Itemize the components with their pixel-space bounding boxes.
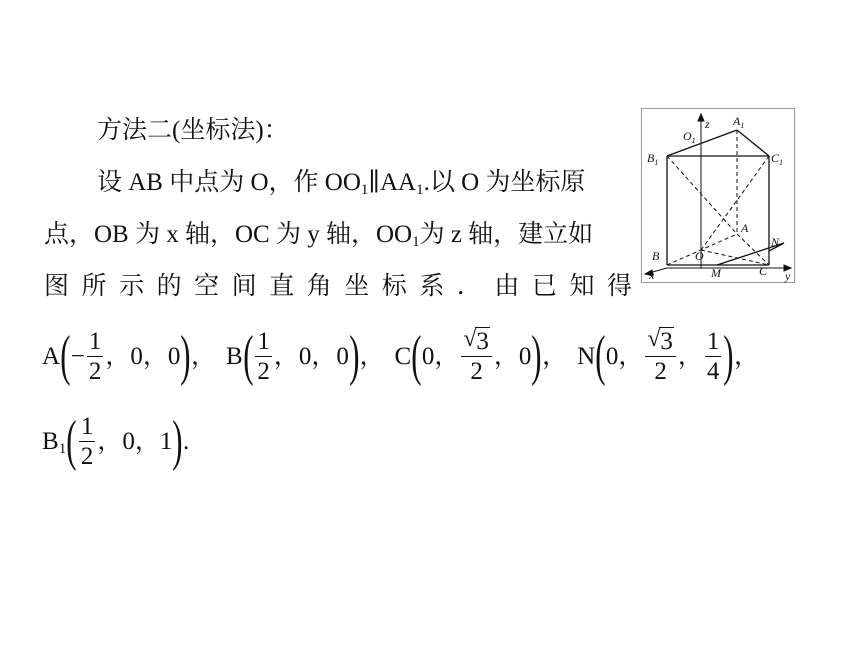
- para-char: 已: [531, 273, 557, 300]
- label-y: y: [785, 269, 791, 283]
- edge-b1-a1: [667, 130, 737, 156]
- segment-c1-o: [701, 156, 769, 250]
- label-z: z: [705, 117, 710, 131]
- left-paren: (: [411, 325, 422, 387]
- coord-rest: ，0，0: [105, 342, 181, 370]
- para-char: 直: [269, 273, 295, 300]
- coord-first: 0，: [421, 342, 460, 370]
- para-char: 标: [381, 273, 407, 300]
- period: .: [183, 427, 190, 455]
- numerator: 1: [88, 327, 102, 355]
- para-char: 图: [44, 273, 70, 300]
- para-char: 由: [494, 273, 520, 300]
- right-paren: ): [349, 325, 360, 387]
- point-b1-label: [42, 427, 67, 457]
- separator: ，: [734, 342, 760, 370]
- numerator: 1: [80, 412, 94, 440]
- para-char: ．: [456, 273, 482, 300]
- radicand: 3: [476, 327, 489, 355]
- separator: ，: [359, 342, 385, 370]
- figure-border: [642, 109, 795, 283]
- sqrt: [647, 325, 674, 355]
- minus-sign: −: [70, 342, 85, 370]
- numerator: 1: [257, 327, 270, 355]
- subscript: 1: [58, 440, 67, 457]
- subscript: 1: [360, 182, 369, 198]
- right-paren: ): [531, 325, 542, 387]
- para-char: 得: [606, 273, 632, 300]
- right-paren: ): [723, 325, 734, 387]
- label-x: x: [649, 268, 655, 282]
- label-c: C: [759, 264, 768, 278]
- denominator: 2: [654, 357, 667, 385]
- para-text: 点，OB 为 x 轴，OC 为 y 轴，OO: [44, 221, 413, 248]
- para-char: 的: [156, 273, 182, 300]
- edge-a1-c1: [737, 130, 769, 156]
- para-char: 角: [306, 273, 332, 300]
- para-line-2: [44, 221, 594, 250]
- coord-first: 0，: [605, 342, 644, 370]
- para-char: 坐: [344, 273, 370, 300]
- segment-b1-a: [667, 156, 737, 234]
- para-char: 示: [119, 273, 145, 300]
- para-char: 知: [569, 273, 595, 300]
- fraction: [79, 414, 96, 469]
- radicand: 3: [660, 327, 673, 355]
- point-c-label: C: [394, 342, 412, 370]
- label-o1: $O_1$: [683, 129, 696, 145]
- fraction: [255, 329, 272, 384]
- para-text: .以 O 为坐标原: [423, 169, 586, 196]
- para-char: 空: [194, 273, 220, 300]
- label-n: N: [771, 235, 780, 249]
- denominator: 2: [88, 357, 102, 385]
- label-o: O: [695, 249, 704, 263]
- label-letter: B: [42, 427, 59, 455]
- denominator: 2: [470, 357, 483, 385]
- numerator: [461, 325, 492, 357]
- fraction: [645, 325, 676, 385]
- denominator: 4: [706, 357, 720, 385]
- fraction: [461, 325, 492, 385]
- para-char: 间: [231, 273, 257, 300]
- z-arrow: [698, 114, 704, 121]
- method-heading: [97, 118, 289, 143]
- label-a1: $A_1$: [733, 114, 745, 130]
- label-m: M: [711, 266, 721, 280]
- right-paren: ): [180, 325, 191, 387]
- coord-rest: ，0，1: [97, 427, 173, 455]
- numerator: 1: [706, 327, 720, 355]
- separator: ，: [542, 342, 568, 370]
- para-char: 系: [419, 273, 445, 300]
- para-line-1: [97, 169, 586, 198]
- left-paren: (: [60, 325, 71, 387]
- subscript: 1: [412, 234, 420, 250]
- fraction: [87, 329, 104, 384]
- coords-line: [42, 325, 759, 387]
- sqrt: [463, 325, 490, 355]
- left-paren: (: [242, 325, 254, 387]
- label-c1: $C_1$: [771, 151, 784, 167]
- para-text: 为 z 轴，建立如: [419, 221, 594, 248]
- numerator: [645, 325, 676, 357]
- para-line-3: [44, 274, 632, 299]
- denominator: 2: [257, 357, 270, 385]
- segment-o-c: [701, 250, 769, 265]
- left-paren: (: [595, 325, 606, 387]
- coord-rest: ，0，0: [273, 342, 349, 370]
- separator: ，: [677, 342, 703, 370]
- label-a: A: [741, 221, 749, 235]
- radical-sign: √: [463, 325, 477, 352]
- point-a-label: A: [42, 342, 61, 370]
- point-b-label: B: [226, 342, 243, 370]
- prism-figure: [641, 108, 795, 283]
- heading-text: 方法二(坐标法)：: [97, 117, 289, 144]
- separator: ，: [191, 342, 217, 370]
- coords-line-2: [42, 410, 189, 472]
- para-text: 设 AB 中点为 O，作 OO: [97, 169, 361, 196]
- label-b1: $B_1$: [647, 151, 659, 167]
- denominator: 2: [80, 442, 94, 470]
- radical-sign: √: [647, 325, 661, 352]
- right-paren: ): [172, 410, 183, 472]
- coord-rest: ，0: [493, 342, 532, 370]
- left-paren: (: [66, 410, 77, 472]
- fraction: [705, 329, 722, 384]
- point-n-label: N: [577, 342, 596, 370]
- para-text: ∥AA: [368, 169, 417, 196]
- subscript: 1: [416, 182, 424, 198]
- para-char: 所: [81, 273, 107, 300]
- label-b: B: [652, 249, 660, 263]
